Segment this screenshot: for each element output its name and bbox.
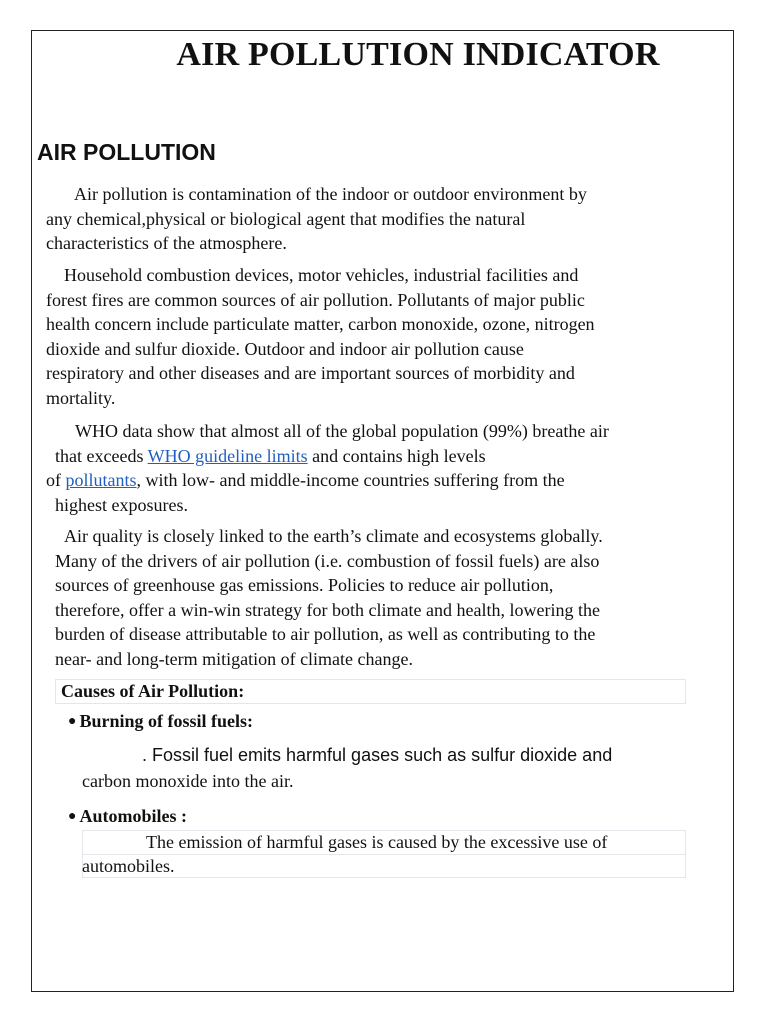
who-guideline-limits-link[interactable]: WHO guideline limits <box>147 445 308 466</box>
paragraph-line: therefore, offer a win-win strategy for both climate and health, lowering the <box>55 599 600 620</box>
text-span: that exceeds <box>55 445 148 466</box>
bullet-item-fossil-fuels <box>68 711 253 732</box>
paragraph-line: Air quality is closely linked to the earth’s climate and ecosystems globally. <box>64 526 603 546</box>
paragraph-line: characteristics of the atmosphere. <box>46 233 287 253</box>
automobiles-text: The emission of harmful gases is caused by the excessive use of <box>146 832 608 852</box>
paragraph-line: WHO data show that almost all of the global population (99%) breathe air <box>75 421 609 441</box>
paragraph-line: Household combustion devices, motor vehicles, industrial facilities and <box>64 265 579 285</box>
paragraph-line: mortality. <box>46 387 116 408</box>
paragraph-line: any chemical,physical or biological agent that modifies the natural <box>46 208 526 229</box>
section-heading: AIR POLLUTION <box>37 139 216 165</box>
paragraph-who-data <box>46 419 705 517</box>
paragraph-line <box>46 468 705 493</box>
bullet-item-automobiles <box>68 806 187 827</box>
paragraph-line: respiratory and other diseases and are important sources of morbidity and <box>46 363 575 383</box>
paragraph-line: Many of the drivers of air pollution (i.e. combustion of fossil fuels) are also <box>55 550 600 571</box>
paragraph-sources <box>46 263 706 410</box>
bullet-icon: ● <box>68 809 77 824</box>
bullet-label: Automobiles : <box>79 806 187 826</box>
paragraph-line: health concern include particulate matter, carbon monoxide, ozone, nitrogen <box>46 314 595 334</box>
fossil-fuels-text: . Fossil fuel emits harmful gases such as sulfur dioxide and <box>142 745 613 765</box>
bullet-label: Burning of fossil fuels: <box>79 711 253 731</box>
paragraph-line <box>55 444 705 469</box>
paragraph-line: dioxide and sulfur dioxide. Outdoor and indoor air pollution cause <box>46 338 524 359</box>
paragraph-climate <box>55 524 715 671</box>
automobiles-text: automobiles. <box>82 856 175 876</box>
text-span: of <box>46 470 66 490</box>
fossil-fuels-text: carbon monoxide into the air. <box>82 771 294 791</box>
paragraph-line: forest fires are common sources of air pollution. Pollutants of major public <box>46 289 585 310</box>
paragraph-line: sources of greenhouse gas emissions. Policies to reduce air pollution, <box>55 575 554 595</box>
document-title: AIR POLLUTION INDICATOR <box>176 36 660 73</box>
paragraph-line: Air pollution is contamination of the indoor or outdoor environment by <box>74 184 587 204</box>
text-span: , with low- and middle-income countries suffering from the <box>136 470 565 490</box>
causes-heading: Causes of Air Pollution: <box>61 681 245 701</box>
text-span: and contains high levels <box>307 445 486 466</box>
paragraph-line: near- and long-term mitigation of climate change. <box>55 648 414 669</box>
pollutants-link[interactable]: pollutants <box>65 470 137 490</box>
paragraph-line: burden of disease attributable to air pollution, as well as contributing to the <box>55 624 596 644</box>
bullet-icon: ● <box>68 714 77 729</box>
paragraph-line: highest exposures. <box>55 494 188 515</box>
paragraph-definition <box>46 182 706 256</box>
